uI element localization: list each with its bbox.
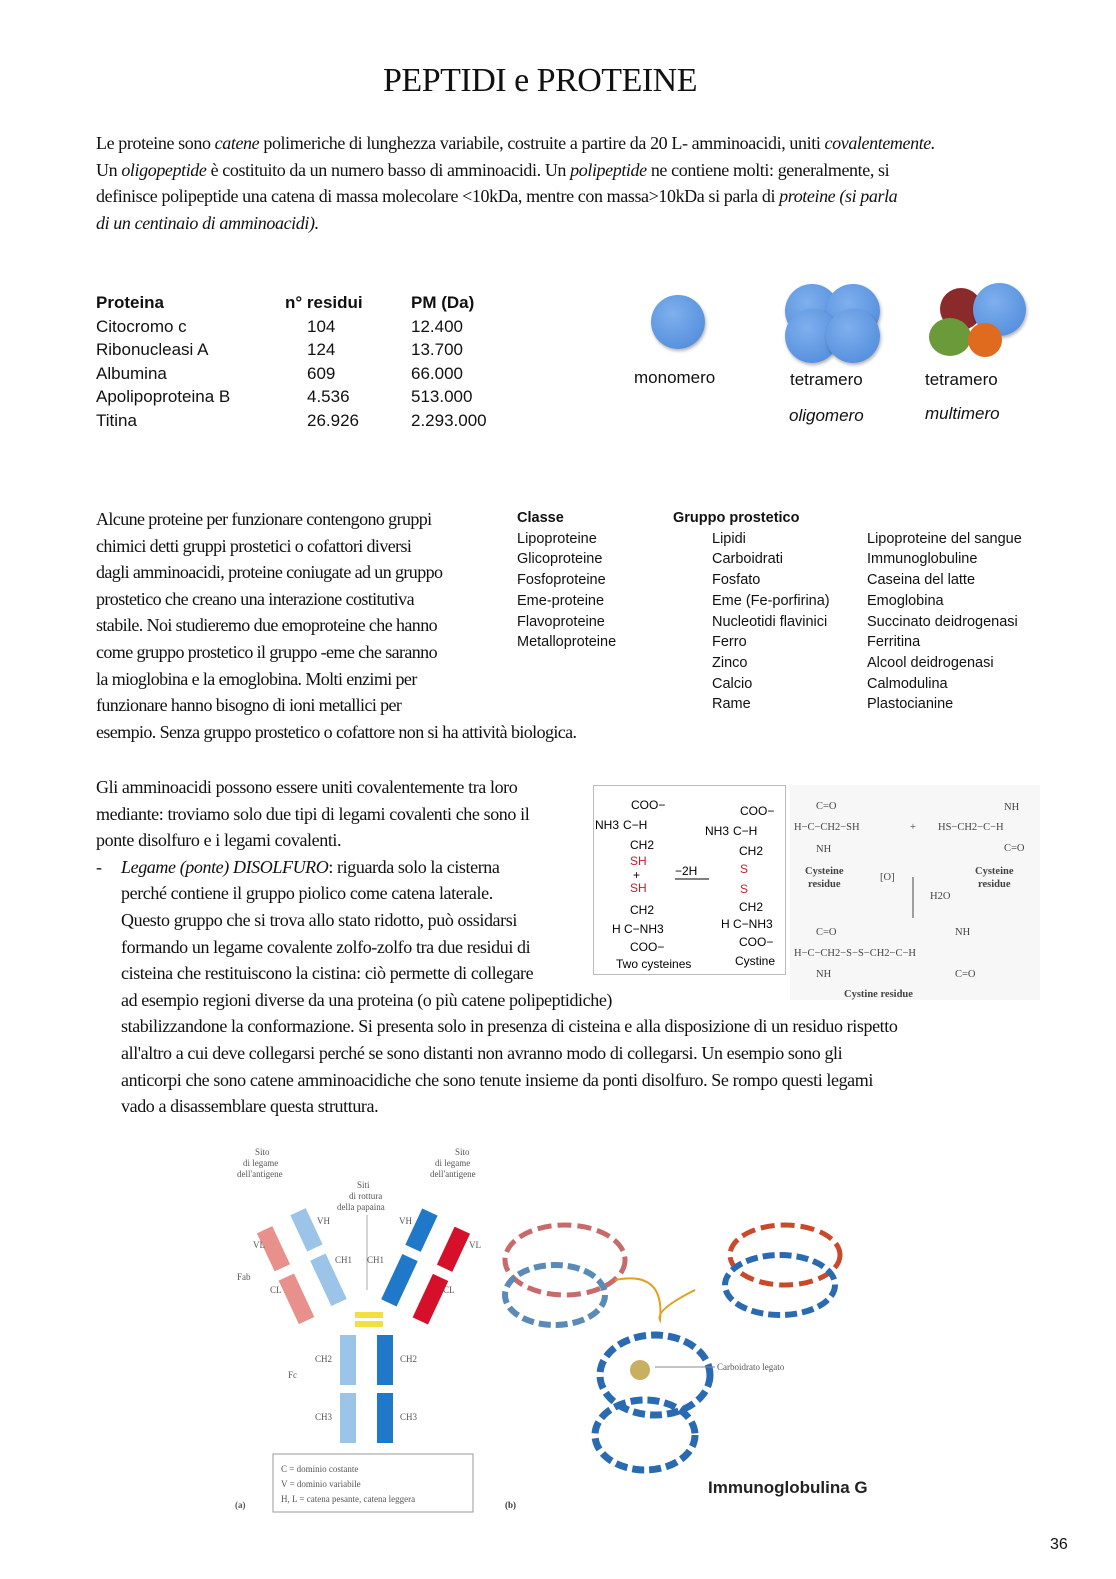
table-cell: Eme (Fe-porfirina) (712, 592, 830, 609)
table-cell: Carboidrati (712, 551, 783, 568)
chem-label: SH (630, 854, 647, 868)
chem-label: S (740, 882, 749, 896)
domain-label: CH2 (315, 1354, 333, 1364)
table-cell: Albumina (96, 363, 167, 383)
table-cell: 12.400 (411, 316, 463, 336)
monomer-label: monomero (634, 368, 716, 387)
prosthetic-example-column (867, 529, 1022, 715)
table-cell: Flavoproteine (517, 613, 605, 630)
text: : riguarda solo la cisterna (328, 856, 500, 877)
table-cell: Fosfato (712, 572, 761, 589)
table-cell: n° residui (285, 293, 363, 312)
chem-label: H−C−CH2−S−S−CH2−C−H (794, 948, 916, 959)
table-cell: 4.536 (307, 387, 350, 406)
chem-label: C=O (816, 927, 837, 938)
table-cell: 66.000 (411, 363, 463, 383)
tetramer-label: tetramero (790, 370, 863, 389)
chem-label: CH2 (630, 903, 655, 917)
text-line: dagli amminoacidi, proteine coniugate ad un gruppo (96, 562, 443, 583)
chem-label: NH (816, 969, 832, 980)
domain-label: CH3 (400, 1412, 418, 1422)
cystine-formation-figure (790, 785, 1040, 1000)
table-cell: Rame (712, 696, 751, 713)
legend-item: H, L = catena pesante, catena leggera (281, 1494, 416, 1504)
table-cell: PM (Da) (411, 293, 475, 312)
text: ad esempio regioni diverse da una proteina (o più catene polipeptidiche) (121, 989, 613, 1010)
chem-label: [O] (880, 872, 895, 883)
text: formando un legame covalente zolfo-zolfo tra due residui di (121, 936, 531, 957)
table-cell: 104 (307, 316, 336, 336)
table-cell: Succinato deidrogenasi (867, 613, 1018, 630)
chem-label: Two cysteines (616, 957, 692, 971)
text: ponte disolfuro e i legami covalenti. (96, 830, 342, 851)
text-line: prostetico che creano una interazione costitutiva (96, 588, 414, 609)
chem-label: CH2 (739, 844, 764, 858)
text: oligopeptide (121, 159, 207, 180)
heavy-chain-right (377, 1208, 438, 1443)
chem-label: H−C−CH2−SH (794, 822, 860, 833)
chem-label: NH (816, 844, 832, 855)
column-header: Gruppo prostetico (673, 510, 800, 526)
domain-label: CH1 (335, 1255, 353, 1265)
page-title: PEPTIDI e PROTEINE (383, 62, 697, 99)
text: ne contiene molti: generalmente, si (646, 159, 890, 180)
domain-label: CL (270, 1285, 282, 1295)
table-cell: Glicoproteine (517, 551, 603, 568)
table-cell: Zinco (712, 654, 748, 671)
chem-label: C=O (955, 969, 976, 980)
table-cell: Immunoglobuline (867, 551, 978, 568)
legend-item: V = dominio variabile (281, 1479, 361, 1489)
text-line: esempio. Senza gruppo prostetico o cofattore non si ha attività biologica. (96, 721, 577, 742)
text: Legame (ponte) DISOLFURO (121, 856, 329, 877)
text: vado a disassemblare questa struttura. (121, 1096, 379, 1117)
text: Un (96, 159, 122, 180)
prosthetic-class-column (517, 508, 616, 653)
chem-label: COO− (631, 798, 666, 812)
table-cell: 2.293.000 (411, 410, 487, 430)
chem-label: S (740, 862, 749, 876)
chem-label: C−H (623, 818, 648, 832)
igg-ribbon-structure (495, 1210, 895, 1520)
prosthetic-paragraph (96, 506, 576, 745)
legend-item: C = dominio costante (281, 1464, 359, 1474)
chem-label: −2H (675, 864, 698, 878)
disulfide-bridge (355, 1312, 383, 1318)
text: Gli amminoacidi possono essere uniti covalentemente tra loro (96, 777, 518, 797)
panel-label: (a) (235, 1500, 246, 1510)
igg-label: Immunoglobulina G (708, 1478, 868, 1497)
fc-label: Fc (288, 1370, 297, 1380)
chem-label: Cystine (735, 954, 776, 968)
chem-label: NH (1004, 802, 1020, 813)
label: dell'antigene (430, 1169, 476, 1179)
ribbon-domain (595, 1400, 695, 1470)
chem-label: C−H (733, 824, 758, 838)
chem-label: residue (808, 879, 841, 890)
table-cell: 609 (307, 363, 336, 383)
heavy-chain-left (290, 1208, 356, 1443)
table-cell: 513.000 (411, 387, 473, 406)
domain-label: CL (443, 1285, 455, 1295)
fab-label: Fab (237, 1272, 251, 1282)
chem-label: NH3 (705, 824, 730, 838)
table-cell: 124 (307, 340, 336, 359)
text: perché contiene il gruppo piolico come catena laterale. (121, 883, 493, 904)
text: di un centinaio di amminoacidi). (96, 212, 319, 233)
table-cell: Fosfoproteine (517, 572, 606, 589)
table-cell: Ferro (712, 634, 747, 651)
chem-label: H2O (930, 891, 951, 902)
text: covalentemente. (824, 133, 935, 153)
panel-label: (b) (505, 1500, 516, 1510)
chem-label: SH (630, 881, 647, 895)
text-line: stabile. Noi studieremo due emoproteine che hanno (96, 615, 437, 636)
text: è costituito da un numero basso di amminoacidi. Un (206, 159, 571, 180)
text: all'altro a cui deve collegarsi perché se sono distanti non avranno modo di collegarsi. Un esempio sono gli (121, 1042, 843, 1063)
subunit-circle (929, 318, 971, 356)
subunit-circle (968, 323, 1002, 357)
text: proteine (si parla (779, 186, 898, 207)
table-cell: Ribonucleasi A (96, 340, 209, 359)
ribbon-domain (505, 1225, 625, 1295)
domain-label: CH1 (367, 1255, 385, 1265)
page-number: 36 (1050, 1536, 1068, 1553)
oligomer-label: oligomero (789, 406, 864, 425)
label: Sito (255, 1147, 270, 1157)
table-cell: Lipidi (712, 530, 746, 547)
table-cell: Titina (96, 410, 137, 430)
column-header: Classe (517, 510, 564, 526)
subunit-circle (826, 309, 880, 363)
chem-label: residue (978, 879, 1011, 890)
table-cell: Alcool deidrogenasi (867, 654, 994, 671)
domain-label: VH (317, 1216, 330, 1226)
chem-label: + (633, 868, 641, 882)
label: dell'antigene (237, 1169, 283, 1179)
chem-label: NH (955, 927, 971, 938)
chem-label: COO− (739, 935, 774, 949)
label: Siti (357, 1180, 370, 1190)
text: Questo gruppo che si trova allo stato ridotto, può ossidarsi (121, 909, 517, 930)
chem-label: + (910, 822, 916, 833)
table-cell: Calcio (712, 675, 753, 692)
label: di rottura (349, 1191, 383, 1201)
table-cell: Ferritina (867, 634, 921, 651)
table-cell: Citocromo c (96, 316, 187, 336)
text: stabilizzandone la conformazione. Si presenta solo in presenza di cisteina e alla disposizione di un residuo rispetto (121, 1016, 898, 1037)
table-cell: Nucleotidi flavinici (712, 613, 828, 630)
table-cell: Apolipoproteina B (96, 387, 231, 406)
carbohydrate (630, 1360, 650, 1380)
antibody-schematic (225, 1140, 495, 1520)
chem-label: Cysteine (805, 866, 844, 877)
text: mediante: troviamo solo due tipi di legami covalenti che sono il (96, 803, 530, 824)
table-cell: 26.926 (307, 410, 359, 430)
text-line: Alcune proteine per funzionare contengono gruppi (96, 509, 432, 529)
text-line: funzionare hanno bisogno di ioni metallici per (96, 695, 402, 716)
table-cell: Eme-proteine (517, 592, 605, 609)
table-cell: Plastocianine (867, 696, 954, 713)
text: polimeriche di lunghezza variabile, costruite a partire da 20 L- amminoacidi, uniti (259, 133, 825, 153)
table-cell: Lipoproteine del sangue (867, 530, 1022, 547)
table-cell: Caseina del latte (867, 572, 976, 589)
text-line: chimici detti gruppi prostetici o cofattori diversi (96, 535, 412, 556)
table-cell: Emoglobina (867, 592, 944, 609)
domain-label: VL (469, 1240, 481, 1250)
chem-label: COO− (740, 804, 775, 818)
chem-label: Cystine residue (844, 989, 913, 1000)
chem-label: HS−CH2−C−H (938, 822, 1004, 833)
domain-label: CH3 (315, 1412, 333, 1422)
intro-paragraph (96, 130, 1086, 236)
text: cisteina che restituiscono la cistina: ciò permette di collegare (121, 963, 534, 984)
bullet: - (96, 856, 102, 877)
chem-label: C=O (1004, 843, 1025, 854)
label: della papaina (337, 1202, 385, 1212)
chem-label: NH3 (595, 818, 620, 832)
chem-label: C=O (816, 801, 837, 812)
chem-label: H C−NH3 (612, 922, 664, 936)
subunit-circle (651, 295, 705, 349)
disulfide-bridge (355, 1321, 383, 1327)
chem-label: H C−NH3 (721, 917, 773, 931)
text: catene (214, 133, 260, 153)
table-cell: 13.700 (411, 340, 463, 359)
chem-label: CH2 (630, 838, 655, 852)
text: anticorpi che sono catene amminoacidiche che sono tenute insieme da ponti disolfuro. Se rompo questi legami (121, 1069, 873, 1090)
chem-label: Cysteine (975, 866, 1014, 877)
chem-label: COO− (630, 940, 665, 954)
label: Sito (455, 1147, 470, 1157)
cysteine-oxidation-figure (593, 785, 786, 975)
domain-label: CH2 (400, 1354, 418, 1364)
table-cell: Lipoproteine (517, 530, 597, 547)
label: di legame (435, 1158, 471, 1168)
text: Le proteine sono (96, 133, 215, 153)
table-cell: Proteina (96, 293, 165, 312)
text: polipeptide (570, 159, 647, 180)
text-line: come gruppo prostetico il gruppo -eme che saranno (96, 641, 437, 662)
tetramer-label: tetramero (925, 370, 998, 389)
domain-label: VL (253, 1240, 265, 1250)
prosthetic-group-column (673, 508, 830, 715)
multimer-label: multimero (925, 404, 1000, 423)
label: di legame (243, 1158, 279, 1168)
table-cell: Metalloproteine (517, 634, 617, 651)
text-line: la mioglobina e la emoglobina. Molti enzimi per (96, 668, 417, 689)
domain-label: VH (399, 1216, 412, 1226)
text: definisce polipeptide una catena di massa molecolare <10kDa, mentre con massa>10kDa si parla di (96, 186, 780, 207)
carbohydrate-label: Carboidrato legato (717, 1362, 785, 1372)
chem-label: CH2 (739, 900, 764, 914)
table-cell: Calmodulina (867, 675, 948, 692)
